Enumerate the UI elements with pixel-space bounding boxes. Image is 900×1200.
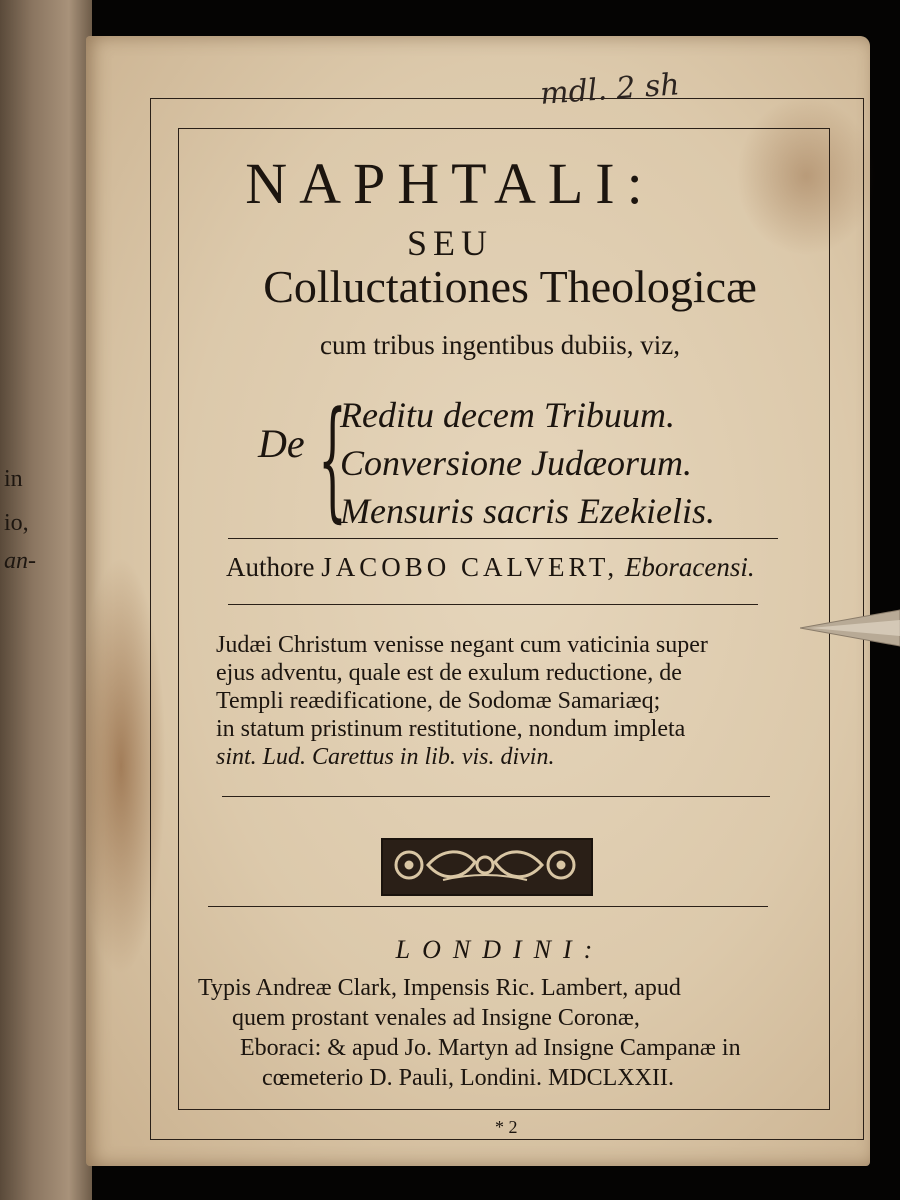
imprint-line: Typis Andreæ Clark, Impensis Ric. Lambert, apud [198, 975, 681, 1001]
curly-brace-icon: { [318, 383, 347, 535]
author-prefix: Authore [226, 552, 315, 582]
imprint-line: Eboraci: & apud Jo. Martyn ad Insigne Campanæ in [240, 1035, 741, 1061]
book-subtitle: Colluctationes Theologicæ [263, 261, 757, 312]
topic-item: Conversione Judæorum. [340, 443, 692, 483]
horizontal-rule [222, 796, 770, 797]
epigraph-citation: sint. Lud. Carettus in lib. vis. divin. [216, 744, 555, 770]
imprint-line: cœmeterio D. Pauli, Londini. MDCLXXII. [262, 1065, 674, 1091]
author-origin: Eboracensi. [624, 552, 755, 582]
left-page-fragment: io, [4, 510, 29, 536]
left-page-fragment: in [4, 466, 23, 492]
signature-mark: * 2 [495, 1117, 518, 1137]
epigraph-line: Templi reædificatione, de Sodomæ Samariæq; [216, 688, 661, 714]
epigraph-line: Judæi Christum venisse negant cum vaticinia super [216, 632, 708, 658]
de-label: De [258, 421, 305, 466]
imprint-place: LONDINI: [395, 935, 605, 964]
imprint-line: quem prostant venales ad Insigne Coronæ, [232, 1005, 640, 1031]
epigraph-line: in statum pristinum restitutione, nondum impleta [216, 716, 686, 742]
floral-ornament-icon [381, 838, 593, 896]
subtitle-line2: cum tribus ingentibus dubiis, viz, [320, 330, 680, 360]
horizontal-rule [228, 604, 758, 605]
topic-item: Mensuris sacris Ezekielis. [340, 491, 715, 531]
topic-item: Reditu decem Tribuum. [340, 395, 675, 435]
horizontal-rule [228, 538, 778, 539]
author-line [226, 552, 755, 583]
handwritten-shelfmark: mdl. 2 sh [538, 67, 681, 112]
pointer-stick-icon [800, 606, 900, 650]
left-page-fragment: an- [4, 548, 36, 574]
book-title: NAPHTALI: [245, 151, 655, 216]
epigraph-line: ejus adventu, quale est de exulum reductione, de [216, 660, 682, 686]
title-conjunction: SEU [406, 223, 493, 263]
horizontal-rule [208, 906, 768, 907]
author-name: JACOBO CALVERT, [321, 552, 619, 582]
